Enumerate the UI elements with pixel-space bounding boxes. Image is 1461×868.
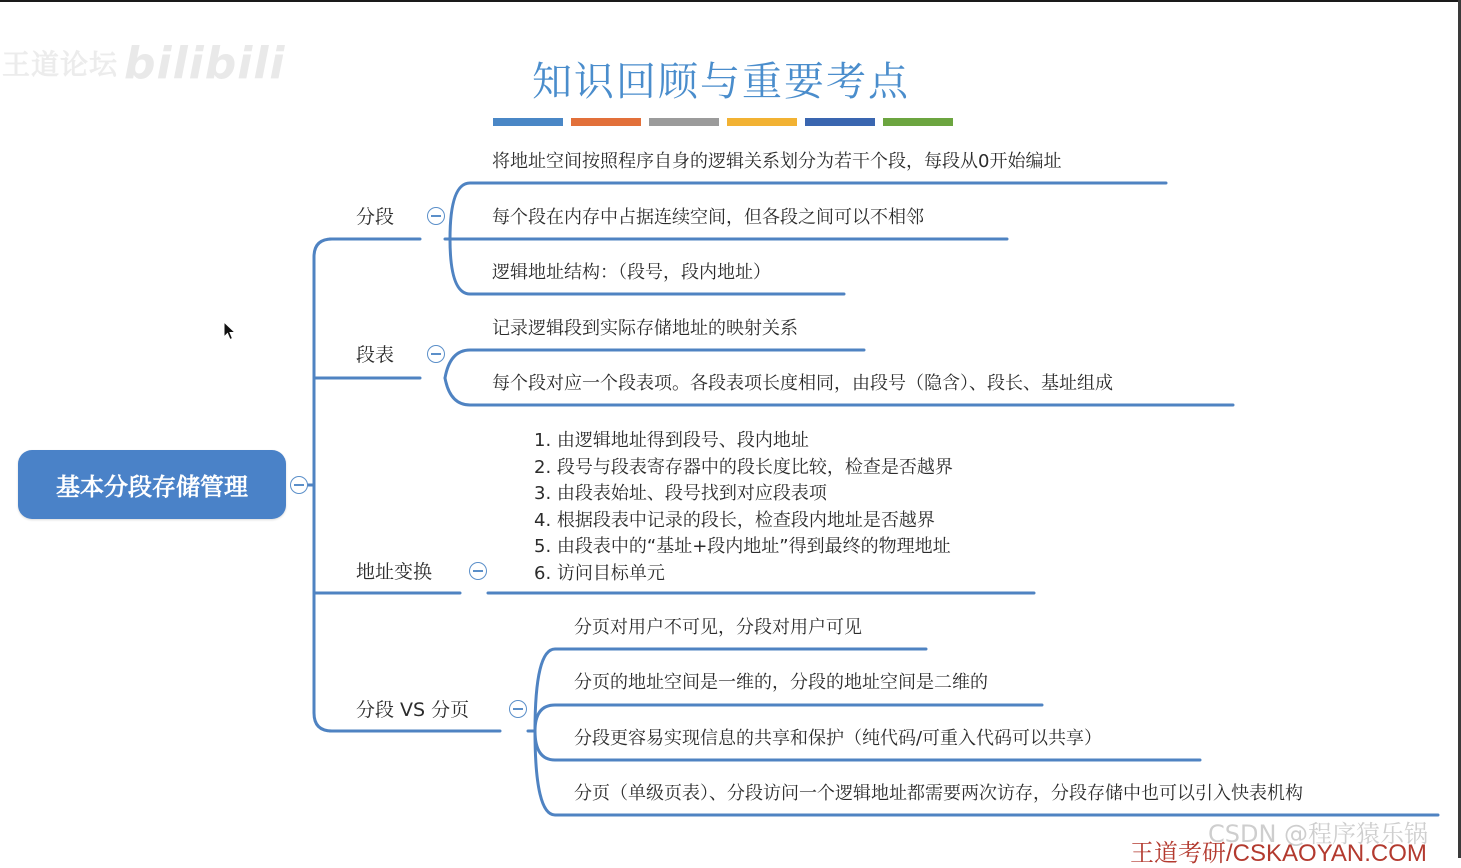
seg-vs-page-item: 分页的地址空间是一维的，分段的地址空间是二维的 xyxy=(574,672,988,693)
collapse-seg-vs-page-icon[interactable] xyxy=(509,700,527,718)
bilibili-logo: bilibili xyxy=(124,38,286,89)
seg-vs-page-item: 分页对用户不可见，分段对用户可见 xyxy=(574,617,862,638)
branch-seg-vs-page-label[interactable]: 分段 VS 分页 xyxy=(356,699,470,721)
step-item: 2. 段号与段表寄存器中的段长度比较，检查是否越界 xyxy=(534,456,953,478)
csdn-watermark: CSDN @程序猿乐锅 xyxy=(1208,820,1429,848)
segment-table-item: 记录逻辑段到实际存储地址的映射关系 xyxy=(492,318,798,339)
address-translation-steps xyxy=(534,428,953,587)
root-label: 基本分段存储管理 xyxy=(56,473,248,501)
collapse-segment-table-icon[interactable] xyxy=(427,345,445,363)
branch-address-translation-label[interactable]: 地址变换 xyxy=(356,561,433,583)
seg-vs-page-item: 分页（单级页表）、分段访问一个逻辑地址都需要两次访存，分段存储中也可以引入快表机构 xyxy=(574,783,1303,804)
collapse-address-translation-icon[interactable] xyxy=(469,562,487,580)
step-item: 4. 根据段表中记录的段长，检查段内地址是否越界 xyxy=(534,509,935,531)
branch-segment-label[interactable]: 分段 xyxy=(356,206,395,228)
collapse-root-icon[interactable] xyxy=(290,476,308,494)
segment-item: 每个段在内存中占据连续空间，但各段之间可以不相邻 xyxy=(492,207,924,228)
segment-item: 逻辑地址结构：（段号，段内地址） xyxy=(492,262,771,283)
mouse-cursor-icon xyxy=(223,321,237,341)
step-item: 5. 由段表中的“基址+段内地址”得到最终的物理地址 xyxy=(534,536,951,557)
step-item: 6. 访问目标单元 xyxy=(534,562,665,584)
branch-segment-table-label[interactable]: 段表 xyxy=(356,344,395,366)
step-item: 3. 由段表始址、段号找到对应段表项 xyxy=(534,483,827,504)
watermark-text: 王道论坛 xyxy=(2,48,119,81)
seg-vs-page-item: 分段更容易实现信息的共享和保护（纯代码/可重入代码可以共享） xyxy=(574,728,1103,749)
step-item: 1. 由逻辑地址得到段号、段内地址 xyxy=(534,430,809,451)
segment-table-item: 每个段对应一个段表项。各段表项长度相同，由段号（隐含）、段长、基址组成 xyxy=(492,373,1113,394)
segment-item: 将地址空间按照程序自身的逻辑关系划分为若干个段，每段从0开始编址 xyxy=(492,151,1062,172)
root-node[interactable] xyxy=(18,450,286,519)
site-watermark: 王道考研/CSKAOYAN.COM xyxy=(1130,840,1427,867)
collapse-segment-icon[interactable] xyxy=(427,207,445,225)
page-title: 知识回顾与重要考点 xyxy=(532,59,910,105)
